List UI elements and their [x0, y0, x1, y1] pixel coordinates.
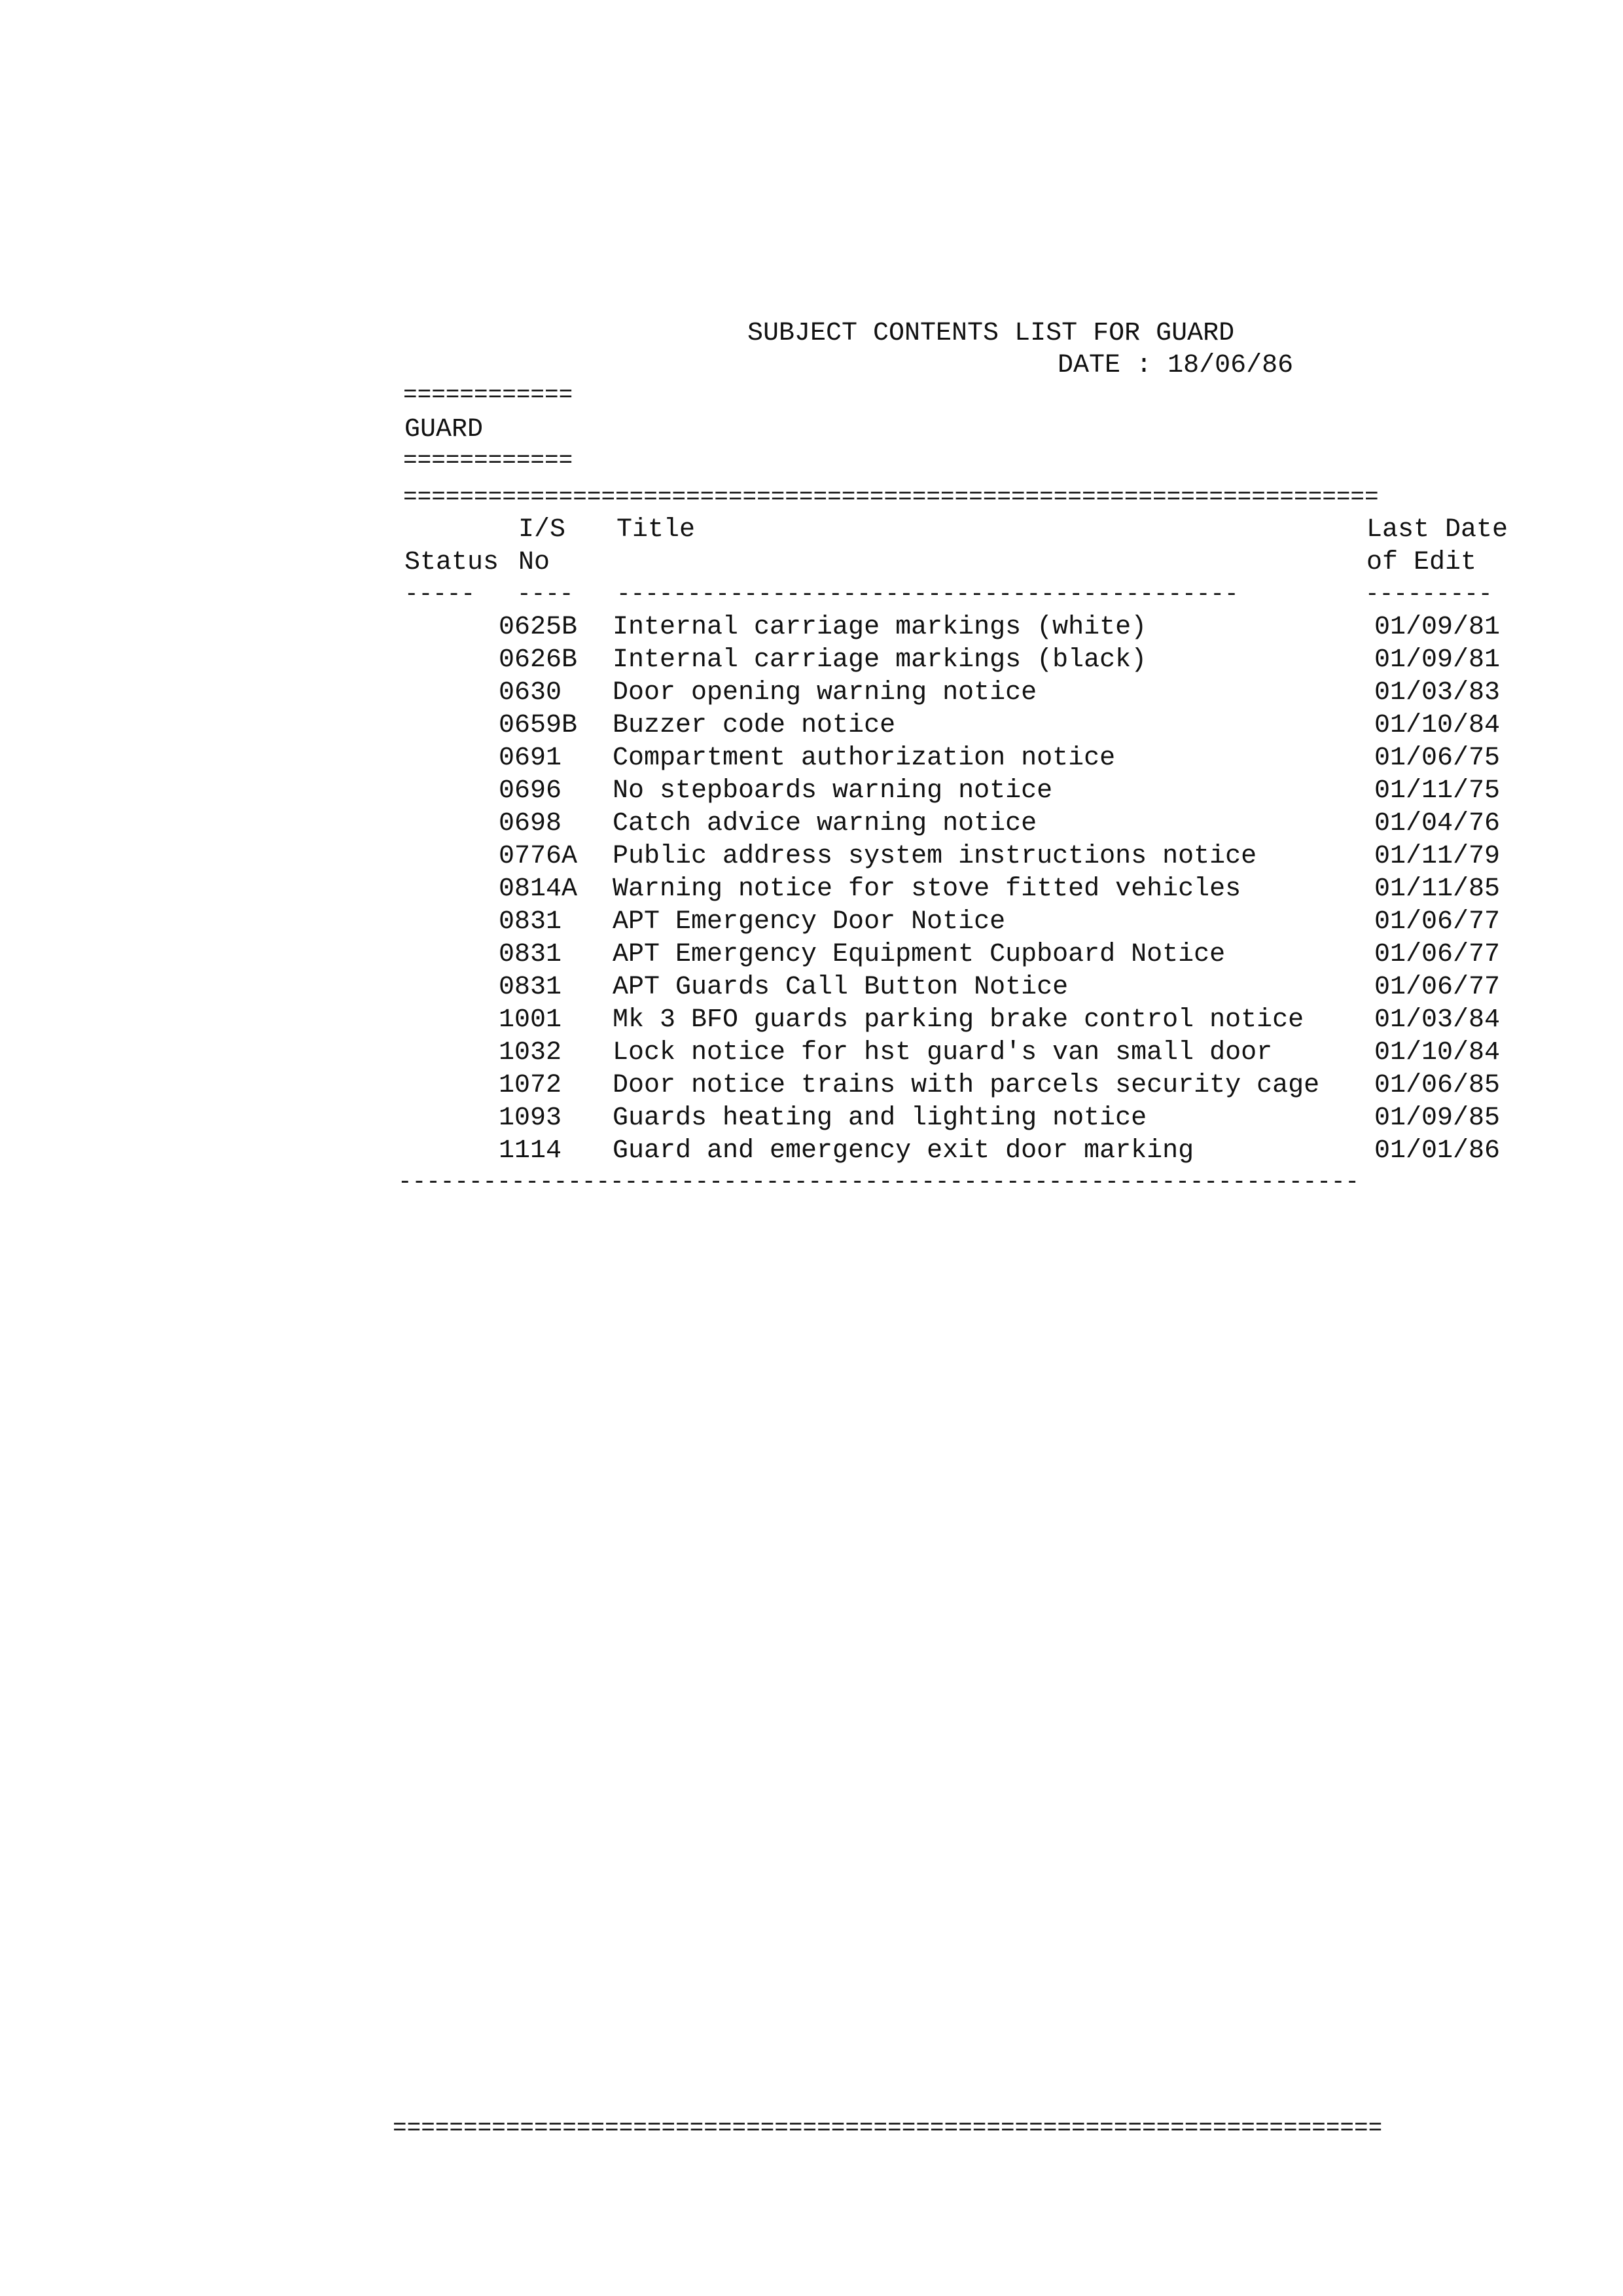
header-status: Status: [404, 548, 499, 577]
row-date: 01/09/81: [1374, 645, 1501, 675]
header-last-date: Last Date: [1366, 515, 1508, 545]
row-number: 0691: [499, 744, 562, 773]
row-date: 01/11/79: [1374, 842, 1501, 871]
header-no: No: [518, 548, 550, 577]
row-number: 0659B: [499, 711, 578, 740]
row-date: 01/03/83: [1374, 678, 1501, 708]
row-number: 0626B: [499, 645, 578, 675]
table-top-rule: =====================================================================: [403, 484, 1379, 511]
row-date: 01/11/75: [1374, 776, 1501, 806]
row-date: 01/04/76: [1374, 809, 1501, 838]
row-title: Lock notice for hst guard's van small door: [613, 1038, 1273, 1067]
row-date: 01/10/84: [1374, 711, 1501, 740]
row-title: Compartment authorization notice: [613, 744, 1116, 773]
row-title: Internal carriage markings (black): [613, 645, 1147, 675]
row-title: Guard and emergency exit door marking: [613, 1136, 1194, 1166]
underline-date: ---------: [1365, 581, 1493, 607]
row-date: 01/06/77: [1374, 940, 1501, 969]
table-bottom-rule: --------------------------------------------------------------------: [398, 1169, 1360, 1195]
row-date: 01/09/85: [1374, 1103, 1501, 1133]
row-title: Buzzer code notice: [613, 711, 896, 740]
row-title: APT Guards Call Button Notice: [613, 973, 1069, 1002]
row-number: 0776A: [499, 842, 578, 871]
row-number: 1032: [499, 1038, 562, 1067]
date-value: 18/06/86: [1168, 351, 1294, 380]
section-heading: GUARD: [404, 415, 484, 444]
row-number: 0831: [499, 973, 562, 1002]
document-title: SUBJECT CONTENTS LIST FOR GUARD: [747, 319, 1235, 348]
row-title: Mk 3 BFO guards parking brake control notice: [613, 1005, 1304, 1035]
row-date: 01/06/85: [1374, 1071, 1501, 1100]
header-of-edit: of Edit: [1366, 548, 1477, 577]
header-is: I/S: [518, 515, 566, 545]
row-date: 01/10/84: [1374, 1038, 1501, 1067]
underline-status: -----: [404, 581, 476, 607]
row-number: 0831: [499, 940, 562, 969]
row-number: 1114: [499, 1136, 562, 1166]
row-number: 1001: [499, 1005, 562, 1035]
row-title: Door opening warning notice: [613, 678, 1037, 708]
document-date: [1058, 350, 1293, 382]
row-date: 01/01/86: [1374, 1136, 1501, 1166]
row-date: 01/06/77: [1374, 907, 1501, 937]
row-number: 0831: [499, 907, 562, 937]
section-overline: ============: [403, 382, 573, 408]
row-title: Door notice trains with parcels security cage: [613, 1071, 1320, 1100]
section-underline: ============: [403, 448, 573, 474]
row-date: 01/03/84: [1374, 1005, 1501, 1035]
row-number: 1072: [499, 1071, 562, 1100]
row-date: 01/06/77: [1374, 973, 1501, 1002]
row-title: Public address system instructions notice: [613, 842, 1257, 871]
date-label: DATE: [1058, 351, 1121, 380]
date-separator: :: [1136, 351, 1152, 380]
row-number: 1093: [499, 1103, 562, 1133]
row-date: 01/09/81: [1374, 613, 1501, 642]
row-date: 01/11/85: [1374, 874, 1501, 904]
row-number: 0630: [499, 678, 562, 708]
row-title: Internal carriage markings (white): [613, 613, 1147, 642]
row-title: No stepboards warning notice: [613, 776, 1053, 806]
row-title: Guards heating and lighting notice: [613, 1103, 1147, 1133]
underline-no: ----: [517, 581, 574, 607]
header-title: Title: [616, 515, 696, 545]
row-date: 01/06/75: [1374, 744, 1501, 773]
row-title: Warning notice for stove fitted vehicles: [613, 874, 1241, 904]
row-title: APT Emergency Door Notice: [613, 907, 1006, 937]
row-number: 0814A: [499, 874, 578, 904]
row-number: 0696: [499, 776, 562, 806]
row-title: APT Emergency Equipment Cupboard Notice: [613, 940, 1226, 969]
footer-rule: ======================================================================: [393, 2115, 1383, 2142]
row-number: 0625B: [499, 613, 578, 642]
row-number: 0698: [499, 809, 562, 838]
row-title: Catch advice warning notice: [613, 809, 1037, 838]
underline-title: --------------------------------------------: [616, 581, 1239, 607]
